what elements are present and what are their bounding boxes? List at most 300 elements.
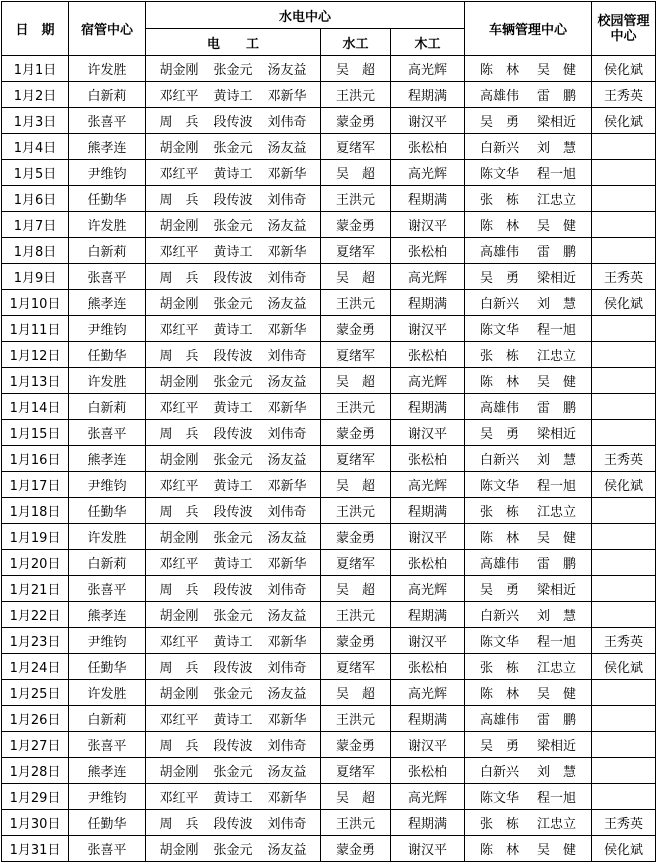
- electrician-names: [146, 579, 320, 598]
- plumber-cell: 夏绪军: [321, 134, 391, 160]
- plumber-cell: 王洪元: [321, 290, 391, 316]
- table-row: [2, 758, 656, 784]
- carpenter-cell: 高光辉: [391, 264, 465, 290]
- electrician-names: [146, 631, 320, 650]
- vehicle-staff-name: 陈 林: [479, 63, 519, 78]
- electrician-name: 邓新华: [267, 89, 307, 104]
- carpenter-cell: 程期满: [391, 706, 465, 732]
- plumber-cell: 吴 超: [321, 264, 391, 290]
- dorm-cell: 尹维钧: [69, 316, 146, 342]
- vehicle-cell: [465, 56, 592, 82]
- electrician-name: 张金元: [213, 63, 253, 78]
- campus-cell: [592, 524, 656, 550]
- vehicle-cell: [465, 732, 592, 758]
- carpenter-cell: 程期满: [391, 290, 465, 316]
- vehicle-cell: [465, 290, 592, 316]
- vehicle-staff-name: 梁相近: [536, 739, 576, 754]
- vehicle-cell: [465, 108, 592, 134]
- campus-cell: [592, 394, 656, 420]
- campus-cell: 王秀英: [592, 446, 656, 472]
- electrician-name: 周 兵: [159, 427, 199, 442]
- electrician-name: 段传波: [213, 739, 253, 754]
- date-cell: 1月21日: [2, 576, 69, 602]
- electrician-name: 汤友益: [267, 297, 307, 312]
- vehicle-staff-name: 高雄伟: [479, 401, 519, 416]
- date-cell: 1月15日: [2, 420, 69, 446]
- electrician-names: [146, 319, 320, 338]
- vehicle-staff-name: 刘 慧: [536, 609, 576, 624]
- electrician-names: [146, 267, 320, 286]
- electrician-name: 刘伟奇: [267, 583, 307, 598]
- electrician-names: [146, 423, 320, 442]
- electrician-name: 段传波: [213, 427, 253, 442]
- campus-cell: [592, 576, 656, 602]
- electrician-name: 刘伟奇: [267, 193, 307, 208]
- electrician-names: [146, 813, 320, 832]
- plumber-cell: 吴 超: [321, 784, 391, 810]
- electrician-name: 周 兵: [159, 661, 199, 676]
- electrician-name: 汤友益: [267, 63, 307, 78]
- electrician-cell: [146, 628, 321, 654]
- dorm-cell: 任勤华: [69, 186, 146, 212]
- electrician-name: 刘伟奇: [267, 817, 307, 832]
- vehicle-staff-name: 吴 健: [536, 843, 576, 858]
- vehicle-cell: [465, 186, 592, 212]
- electrician-names: [146, 189, 320, 208]
- campus-cell: [592, 160, 656, 186]
- electrician-name: 黄诗工: [213, 557, 253, 572]
- vehicle-staff-name: 江忠立: [536, 349, 576, 364]
- vehicle-staff-name: 吴 健: [536, 63, 576, 78]
- date-cell: 1月23日: [2, 628, 69, 654]
- plumber-cell: 吴 超: [321, 56, 391, 82]
- table-row: [2, 680, 656, 706]
- electrician-name: 邓新华: [267, 635, 307, 650]
- electrician-name: 汤友益: [267, 609, 307, 624]
- vehicle-names: [465, 579, 591, 598]
- carpenter-cell: 高光辉: [391, 784, 465, 810]
- plumber-cell: 吴 超: [321, 680, 391, 706]
- campus-cell: 侯化斌: [592, 654, 656, 680]
- electrician-name: 黄诗工: [213, 791, 253, 806]
- electrician-cell: [146, 394, 321, 420]
- header-campus-line1: 校园管理: [597, 13, 650, 29]
- electrician-cell: [146, 524, 321, 550]
- table-row: [2, 602, 656, 628]
- electrician-cell: [146, 576, 321, 602]
- carpenter-cell: 张松柏: [391, 446, 465, 472]
- electrician-name: 张金元: [213, 297, 253, 312]
- table-row: [2, 810, 656, 836]
- table-row: [2, 212, 656, 238]
- electrician-names: [146, 605, 320, 624]
- vehicle-staff-name: 陈文华: [479, 323, 519, 338]
- campus-cell: 王秀英: [592, 628, 656, 654]
- electrician-names: [146, 163, 320, 182]
- carpenter-cell: 谢汉平: [391, 420, 465, 446]
- electrician-cell: [146, 706, 321, 732]
- electrician-cell: [146, 680, 321, 706]
- electrician-name: 段传波: [213, 193, 253, 208]
- carpenter-cell: 高光辉: [391, 680, 465, 706]
- carpenter-cell: 程期满: [391, 498, 465, 524]
- dorm-cell: 任勤华: [69, 342, 146, 368]
- vehicle-names: [465, 345, 591, 364]
- carpenter-cell: 谢汉平: [391, 732, 465, 758]
- electrician-cell: [146, 108, 321, 134]
- dorm-cell: 熊孝连: [69, 446, 146, 472]
- date-cell: 1月17日: [2, 472, 69, 498]
- electrician-names: [146, 371, 320, 390]
- vehicle-cell: [465, 628, 592, 654]
- electrician-names: [146, 527, 320, 546]
- vehicle-names: [465, 111, 591, 130]
- electrician-name: 张金元: [213, 765, 253, 780]
- electrician-name: 段传波: [213, 115, 253, 130]
- date-cell: 1月19日: [2, 524, 69, 550]
- vehicle-staff-name: 梁相近: [536, 583, 576, 598]
- electrician-name: 胡金刚: [159, 63, 199, 78]
- electrician-name: 周 兵: [159, 583, 199, 598]
- electrician-name: 黄诗工: [213, 323, 253, 338]
- campus-cell: 王秀英: [592, 264, 656, 290]
- electrician-name: 黄诗工: [213, 479, 253, 494]
- electrician-name: 胡金刚: [159, 531, 199, 546]
- electrician-cell: [146, 238, 321, 264]
- electrician-name: 周 兵: [159, 349, 199, 364]
- electrician-name: 邓新华: [267, 791, 307, 806]
- vehicle-staff-name: 吴 勇: [479, 583, 519, 598]
- vehicle-staff-name: 雷 鹏: [536, 713, 576, 728]
- table-row: [2, 342, 656, 368]
- plumber-cell: 夏绪军: [321, 342, 391, 368]
- vehicle-names: [465, 449, 591, 468]
- dorm-cell: 张喜平: [69, 576, 146, 602]
- electrician-name: 汤友益: [267, 375, 307, 390]
- vehicle-cell: [465, 576, 592, 602]
- electrician-cell: [146, 550, 321, 576]
- date-cell: 1月4日: [2, 134, 69, 160]
- electrician-cell: [146, 56, 321, 82]
- vehicle-staff-name: 江忠立: [536, 817, 576, 832]
- carpenter-cell: 张松柏: [391, 134, 465, 160]
- date-cell: 1月5日: [2, 160, 69, 186]
- dorm-cell: 白新莉: [69, 550, 146, 576]
- electrician-name: 黄诗工: [213, 713, 253, 728]
- vehicle-cell: [465, 524, 592, 550]
- carpenter-cell: 高光辉: [391, 160, 465, 186]
- vehicle-staff-name: 高雄伟: [479, 713, 519, 728]
- vehicle-staff-name: 高雄伟: [479, 89, 519, 104]
- electrician-name: 邓新华: [267, 713, 307, 728]
- vehicle-staff-name: 陈文华: [479, 167, 519, 182]
- electrician-names: [146, 709, 320, 728]
- vehicle-staff-name: 江忠立: [536, 505, 576, 520]
- table-row: [2, 654, 656, 680]
- electrician-names: [146, 449, 320, 468]
- electrician-name: 胡金刚: [159, 297, 199, 312]
- electrician-names: [146, 137, 320, 156]
- date-cell: 1月16日: [2, 446, 69, 472]
- vehicle-cell: [465, 394, 592, 420]
- vehicle-cell: [465, 264, 592, 290]
- electrician-cell: [146, 758, 321, 784]
- vehicle-staff-name: 陈 林: [479, 687, 519, 702]
- campus-cell: [592, 212, 656, 238]
- carpenter-cell: 高光辉: [391, 576, 465, 602]
- vehicle-staff-name: 陈 林: [479, 531, 519, 546]
- vehicle-names: [465, 553, 591, 572]
- electrician-name: 段传波: [213, 661, 253, 676]
- electrician-cell: [146, 602, 321, 628]
- vehicle-staff-name: 张 栋: [479, 817, 519, 832]
- electrician-name: 段传波: [213, 817, 253, 832]
- date-cell: 1月14日: [2, 394, 69, 420]
- vehicle-staff-name: 陈文华: [479, 791, 519, 806]
- vehicle-staff-name: 张 栋: [479, 505, 519, 520]
- electrician-name: 周 兵: [159, 193, 199, 208]
- electrician-name: 张金元: [213, 141, 253, 156]
- electrician-name: 邓新华: [267, 557, 307, 572]
- vehicle-staff-name: 白新兴: [479, 141, 519, 156]
- dorm-cell: 张喜平: [69, 732, 146, 758]
- vehicle-names: [465, 787, 591, 806]
- date-cell: 1月11日: [2, 316, 69, 342]
- vehicle-cell: [465, 420, 592, 446]
- table-row: [2, 732, 656, 758]
- carpenter-cell: 程期满: [391, 810, 465, 836]
- campus-cell: [592, 732, 656, 758]
- vehicle-names: [465, 709, 591, 728]
- plumber-cell: 蒙金勇: [321, 108, 391, 134]
- electrician-names: [146, 345, 320, 364]
- electrician-names: [146, 735, 320, 754]
- plumber-cell: 夏绪军: [321, 446, 391, 472]
- carpenter-cell: 高光辉: [391, 472, 465, 498]
- electrician-name: 邓红平: [159, 167, 199, 182]
- electrician-cell: [146, 498, 321, 524]
- dorm-cell: 张喜平: [69, 264, 146, 290]
- electrician-names: [146, 59, 320, 78]
- vehicle-staff-name: 梁相近: [536, 271, 576, 286]
- vehicle-staff-name: 程一旭: [536, 323, 576, 338]
- plumber-cell: 王洪元: [321, 82, 391, 108]
- header-row-1: [2, 2, 656, 29]
- header-plumber: 水工: [321, 29, 391, 56]
- carpenter-cell: 谢汉平: [391, 108, 465, 134]
- vehicle-cell: [465, 446, 592, 472]
- carpenter-cell: 谢汉平: [391, 836, 465, 862]
- vehicle-names: [465, 189, 591, 208]
- date-cell: 1月27日: [2, 732, 69, 758]
- date-cell: 1月29日: [2, 784, 69, 810]
- vehicle-cell: [465, 212, 592, 238]
- electrician-name: 胡金刚: [159, 453, 199, 468]
- electrician-name: 段传波: [213, 583, 253, 598]
- electrician-names: [146, 501, 320, 520]
- electrician-cell: [146, 446, 321, 472]
- vehicle-names: [465, 761, 591, 780]
- vehicle-staff-name: 雷 鹏: [536, 401, 576, 416]
- campus-cell: [592, 134, 656, 160]
- vehicle-staff-name: 程一旭: [536, 791, 576, 806]
- electrician-name: 胡金刚: [159, 219, 199, 234]
- vehicle-names: [465, 241, 591, 260]
- dorm-cell: 许发胜: [69, 680, 146, 706]
- vehicle-names: [465, 475, 591, 494]
- electrician-name: 周 兵: [159, 739, 199, 754]
- electrician-name: 汤友益: [267, 687, 307, 702]
- vehicle-staff-name: 江忠立: [536, 661, 576, 676]
- vehicle-cell: [465, 602, 592, 628]
- electrician-cell: [146, 316, 321, 342]
- vehicle-names: [465, 85, 591, 104]
- plumber-cell: 王洪元: [321, 498, 391, 524]
- campus-cell: [592, 186, 656, 212]
- plumber-cell: 蒙金勇: [321, 628, 391, 654]
- electrician-names: [146, 657, 320, 676]
- electrician-name: 刘伟奇: [267, 505, 307, 520]
- vehicle-names: [465, 59, 591, 78]
- electrician-cell: [146, 836, 321, 862]
- vehicle-staff-name: 吴 勇: [479, 739, 519, 754]
- vehicle-staff-name: 白新兴: [479, 765, 519, 780]
- date-cell: 1月8日: [2, 238, 69, 264]
- date-cell: 1月28日: [2, 758, 69, 784]
- header-vehicle-center: 车辆管理中心: [465, 2, 592, 56]
- campus-cell: [592, 706, 656, 732]
- carpenter-cell: 张松柏: [391, 342, 465, 368]
- vehicle-staff-name: 雷 鹏: [536, 89, 576, 104]
- table-row: [2, 134, 656, 160]
- electrician-name: 段传波: [213, 505, 253, 520]
- vehicle-cell: [465, 810, 592, 836]
- electrician-name: 黄诗工: [213, 167, 253, 182]
- dorm-cell: 白新莉: [69, 82, 146, 108]
- dorm-cell: 许发胜: [69, 212, 146, 238]
- electrician-cell: [146, 420, 321, 446]
- date-cell: 1月9日: [2, 264, 69, 290]
- electrician-name: 邓新华: [267, 479, 307, 494]
- vehicle-names: [465, 501, 591, 520]
- vehicle-names: [465, 137, 591, 156]
- date-cell: 1月10日: [2, 290, 69, 316]
- electrician-name: 邓红平: [159, 713, 199, 728]
- vehicle-names: [465, 293, 591, 312]
- electrician-name: 邓新华: [267, 245, 307, 260]
- dorm-cell: 熊孝连: [69, 602, 146, 628]
- schedule-body: [2, 56, 656, 862]
- table-row: [2, 368, 656, 394]
- plumber-cell: 王洪元: [321, 394, 391, 420]
- electrician-cell: [146, 212, 321, 238]
- carpenter-cell: 谢汉平: [391, 212, 465, 238]
- vehicle-staff-name: 白新兴: [479, 297, 519, 312]
- vehicle-staff-name: 陈文华: [479, 479, 519, 494]
- campus-cell: 侯化斌: [592, 56, 656, 82]
- electrician-cell: [146, 264, 321, 290]
- electrician-name: 黄诗工: [213, 401, 253, 416]
- dorm-cell: 熊孝连: [69, 758, 146, 784]
- electrician-name: 周 兵: [159, 115, 199, 130]
- table-row: [2, 264, 656, 290]
- carpenter-cell: 谢汉平: [391, 316, 465, 342]
- vehicle-names: [465, 163, 591, 182]
- vehicle-cell: [465, 784, 592, 810]
- electrician-name: 张金元: [213, 453, 253, 468]
- electrician-name: 刘伟奇: [267, 427, 307, 442]
- carpenter-cell: 程期满: [391, 394, 465, 420]
- date-cell: 1月26日: [2, 706, 69, 732]
- date-cell: 1月3日: [2, 108, 69, 134]
- dorm-cell: 熊孝连: [69, 290, 146, 316]
- campus-cell: 侯化斌: [592, 108, 656, 134]
- campus-cell: [592, 368, 656, 394]
- plumber-cell: 蒙金勇: [321, 316, 391, 342]
- electrician-name: 邓红平: [159, 635, 199, 650]
- campus-cell: [592, 550, 656, 576]
- vehicle-staff-name: 张 栋: [479, 193, 519, 208]
- vehicle-names: [465, 605, 591, 624]
- vehicle-names: [465, 657, 591, 676]
- electrician-name: 刘伟奇: [267, 739, 307, 754]
- electrician-cell: [146, 186, 321, 212]
- vehicle-staff-name: 吴 勇: [479, 271, 519, 286]
- table-row: [2, 498, 656, 524]
- dorm-cell: 白新莉: [69, 394, 146, 420]
- vehicle-cell: [465, 82, 592, 108]
- campus-cell: [592, 238, 656, 264]
- header-electrician: 电 工: [146, 29, 321, 56]
- electrician-cell: [146, 732, 321, 758]
- plumber-cell: 吴 超: [321, 576, 391, 602]
- electrician-names: [146, 215, 320, 234]
- electrician-name: 刘伟奇: [267, 349, 307, 364]
- vehicle-staff-name: 白新兴: [479, 609, 519, 624]
- electrician-name: 张金元: [213, 687, 253, 702]
- vehicle-cell: [465, 654, 592, 680]
- header-water-electric-center: 水电中心: [146, 2, 465, 29]
- vehicle-staff-name: 陈 林: [479, 843, 519, 858]
- electrician-name: 张金元: [213, 609, 253, 624]
- electrician-name: 邓红平: [159, 401, 199, 416]
- table-row: [2, 550, 656, 576]
- electrician-cell: [146, 654, 321, 680]
- electrician-name: 周 兵: [159, 505, 199, 520]
- carpenter-cell: 程期满: [391, 602, 465, 628]
- vehicle-staff-name: 高雄伟: [479, 245, 519, 260]
- vehicle-staff-name: 江忠立: [536, 193, 576, 208]
- carpenter-cell: 张松柏: [391, 550, 465, 576]
- vehicle-cell: [465, 550, 592, 576]
- electrician-names: [146, 85, 320, 104]
- electrician-names: [146, 683, 320, 702]
- plumber-cell: 王洪元: [321, 186, 391, 212]
- vehicle-cell: [465, 758, 592, 784]
- header-campus-line2: 中心: [610, 28, 637, 44]
- plumber-cell: 蒙金勇: [321, 524, 391, 550]
- campus-cell: [592, 316, 656, 342]
- electrician-name: 胡金刚: [159, 609, 199, 624]
- plumber-cell: 蒙金勇: [321, 732, 391, 758]
- vehicle-names: [465, 397, 591, 416]
- date-cell: 1月30日: [2, 810, 69, 836]
- table-row: [2, 472, 656, 498]
- vehicle-staff-name: 梁相近: [536, 115, 576, 130]
- electrician-name: 汤友益: [267, 219, 307, 234]
- dorm-cell: 任勤华: [69, 498, 146, 524]
- electrician-name: 胡金刚: [159, 141, 199, 156]
